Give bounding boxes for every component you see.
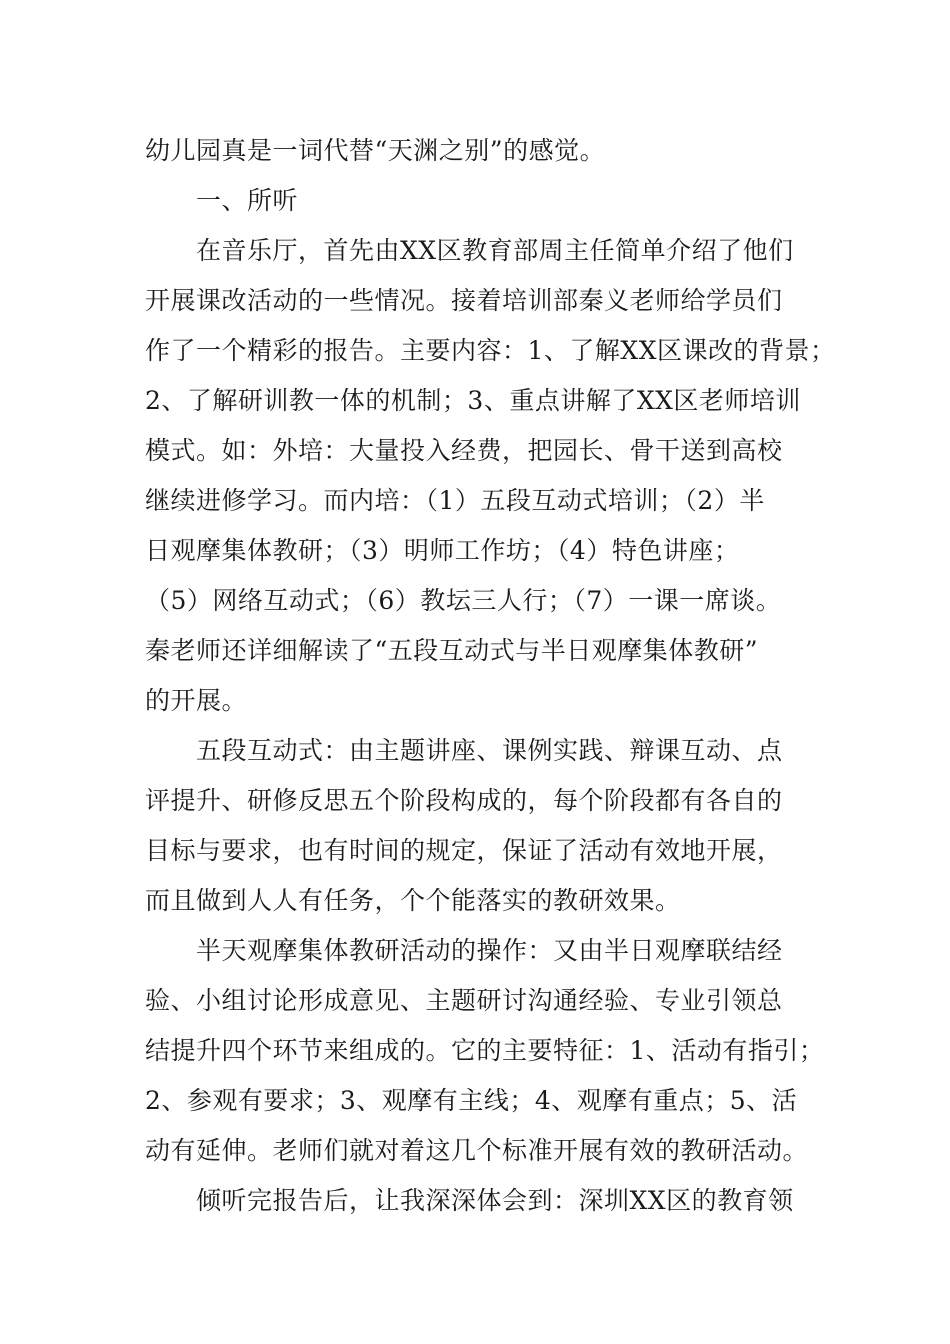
text-line: 继续进修学习。而内培：（1）五段互动式培训；（2）半 bbox=[145, 486, 765, 515]
text-line: 在音乐厅，首先由XX区教育部周主任简单介绍了他们 bbox=[196, 236, 794, 265]
text-line: 秦老师还详细解读了“五段互动式与半日观摩集体教研” bbox=[145, 636, 759, 665]
text-line: 模式。如：外培：大量投入经费，把园长、骨干送到高校 bbox=[145, 436, 783, 465]
text-line: 而且做到人人有任务，个个能落实的教研效果。 bbox=[145, 886, 681, 915]
text-line: （5）网络互动式；（6）教坛三人行；（7）一课一席谈。 bbox=[145, 586, 782, 615]
text-line: 的开展。 bbox=[145, 686, 248, 715]
text-line: 目标与要求，也有时间的规定，保证了活动有效地开展， bbox=[145, 836, 783, 865]
text-line: 倾听完报告后，让我深深体会到：深圳XX区的教育领 bbox=[196, 1186, 794, 1215]
text-line: 评提升、研修反思五个阶段构成的，每个阶段都有各自的 bbox=[145, 786, 783, 815]
text-line: 2、参观有要求；3、观摩有主线；4、观摩有重点；5、活 bbox=[145, 1086, 798, 1115]
text-line: 结提升四个环节来组成的。它的主要特征：1、活动有指引； bbox=[145, 1036, 825, 1065]
text-line: 作了一个精彩的报告。主要内容：1、了解XX区课改的背景； bbox=[145, 336, 836, 365]
text-line: 五段互动式：由主题讲座、课例实践、辩课互动、点 bbox=[196, 736, 783, 765]
text-line: 半天观摩集体教研活动的操作：又由半日观摩联结经 bbox=[196, 936, 783, 965]
text-line: 动有延伸。老师们就对着这几个标准开展有效的教研活动。 bbox=[145, 1136, 809, 1165]
text-line: 幼儿园真是一词代替“天渊之别”的感觉。 bbox=[145, 136, 606, 165]
text-line: 2、了解研训教一体的机制；3、重点讲解了XX区老师培训 bbox=[145, 386, 801, 415]
text-line: 日观摩集体教研；（3）明师工作坊；（4）特色讲座； bbox=[145, 536, 740, 565]
text-line: 验、小组讨论形成意见、主题研讨沟通经验、专业引领总 bbox=[145, 986, 783, 1015]
text-line: 开展课改活动的一些情况。接着培训部秦义老师给学员们 bbox=[145, 286, 783, 315]
section-heading: 一、所听 bbox=[196, 186, 299, 215]
